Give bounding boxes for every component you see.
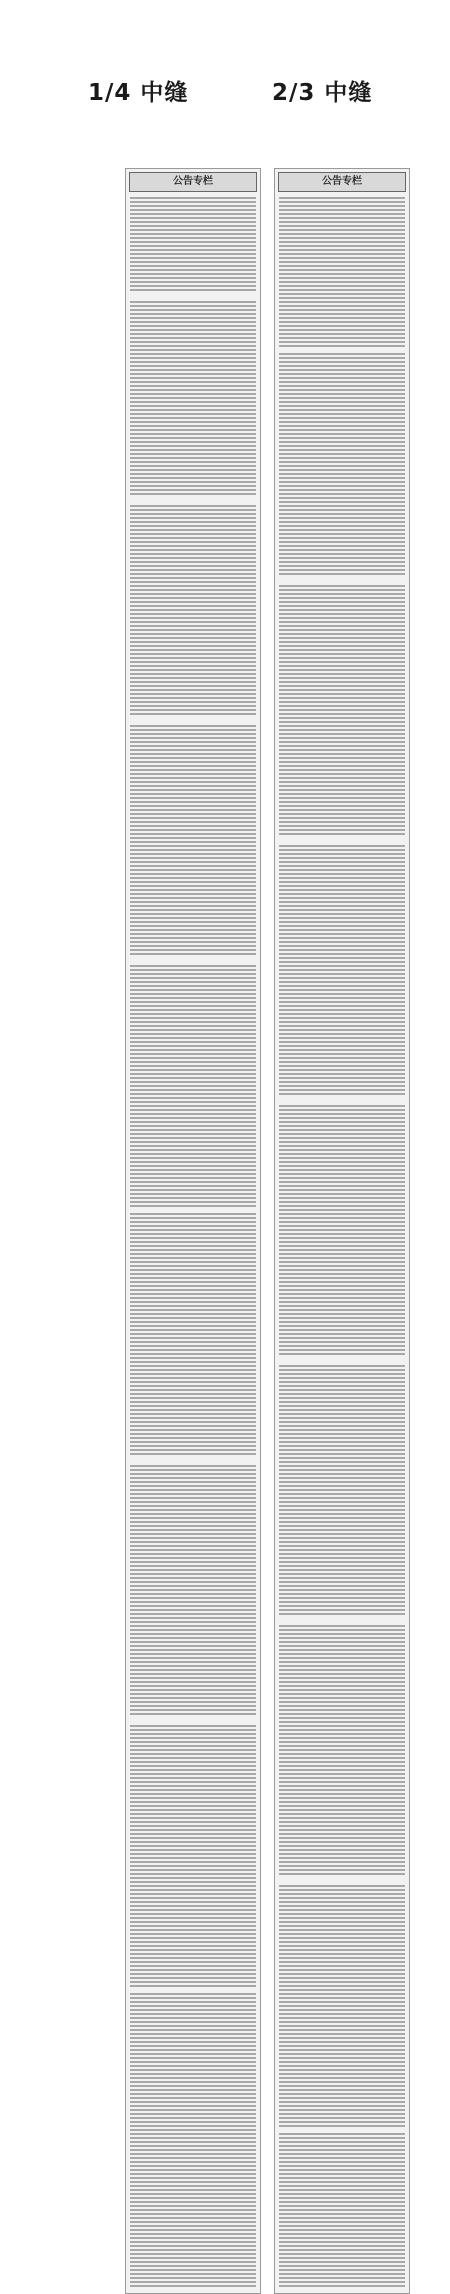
notice-separator [130,1207,256,1213]
notice-separator [279,1097,405,1103]
notice-separator [279,347,405,353]
right-fold-label: 2/3 中缝 [272,80,373,106]
notice-separator [279,577,405,583]
notice-separator [130,1457,256,1463]
notice-separator [130,957,256,963]
notice-separator [130,1717,256,1723]
left-fold-label: 1/4 中缝 [88,80,189,106]
right-notice-column [274,168,410,2294]
column-heading: 公告专栏 [278,172,406,192]
notice-separator [279,1617,405,1623]
notice-separator [130,293,256,299]
notice-separator [279,1877,405,1883]
notice-separator [279,837,405,843]
notice-separator [279,1357,405,1363]
notice-separator [279,2127,405,2133]
notice-text-block [279,197,405,2289]
notice-separator [130,497,256,503]
notice-separator [130,1987,256,1993]
notice-text-block [130,197,256,2289]
column-heading: 公告专栏 [129,172,257,192]
left-notice-column [125,168,261,2294]
notice-separator [130,717,256,723]
